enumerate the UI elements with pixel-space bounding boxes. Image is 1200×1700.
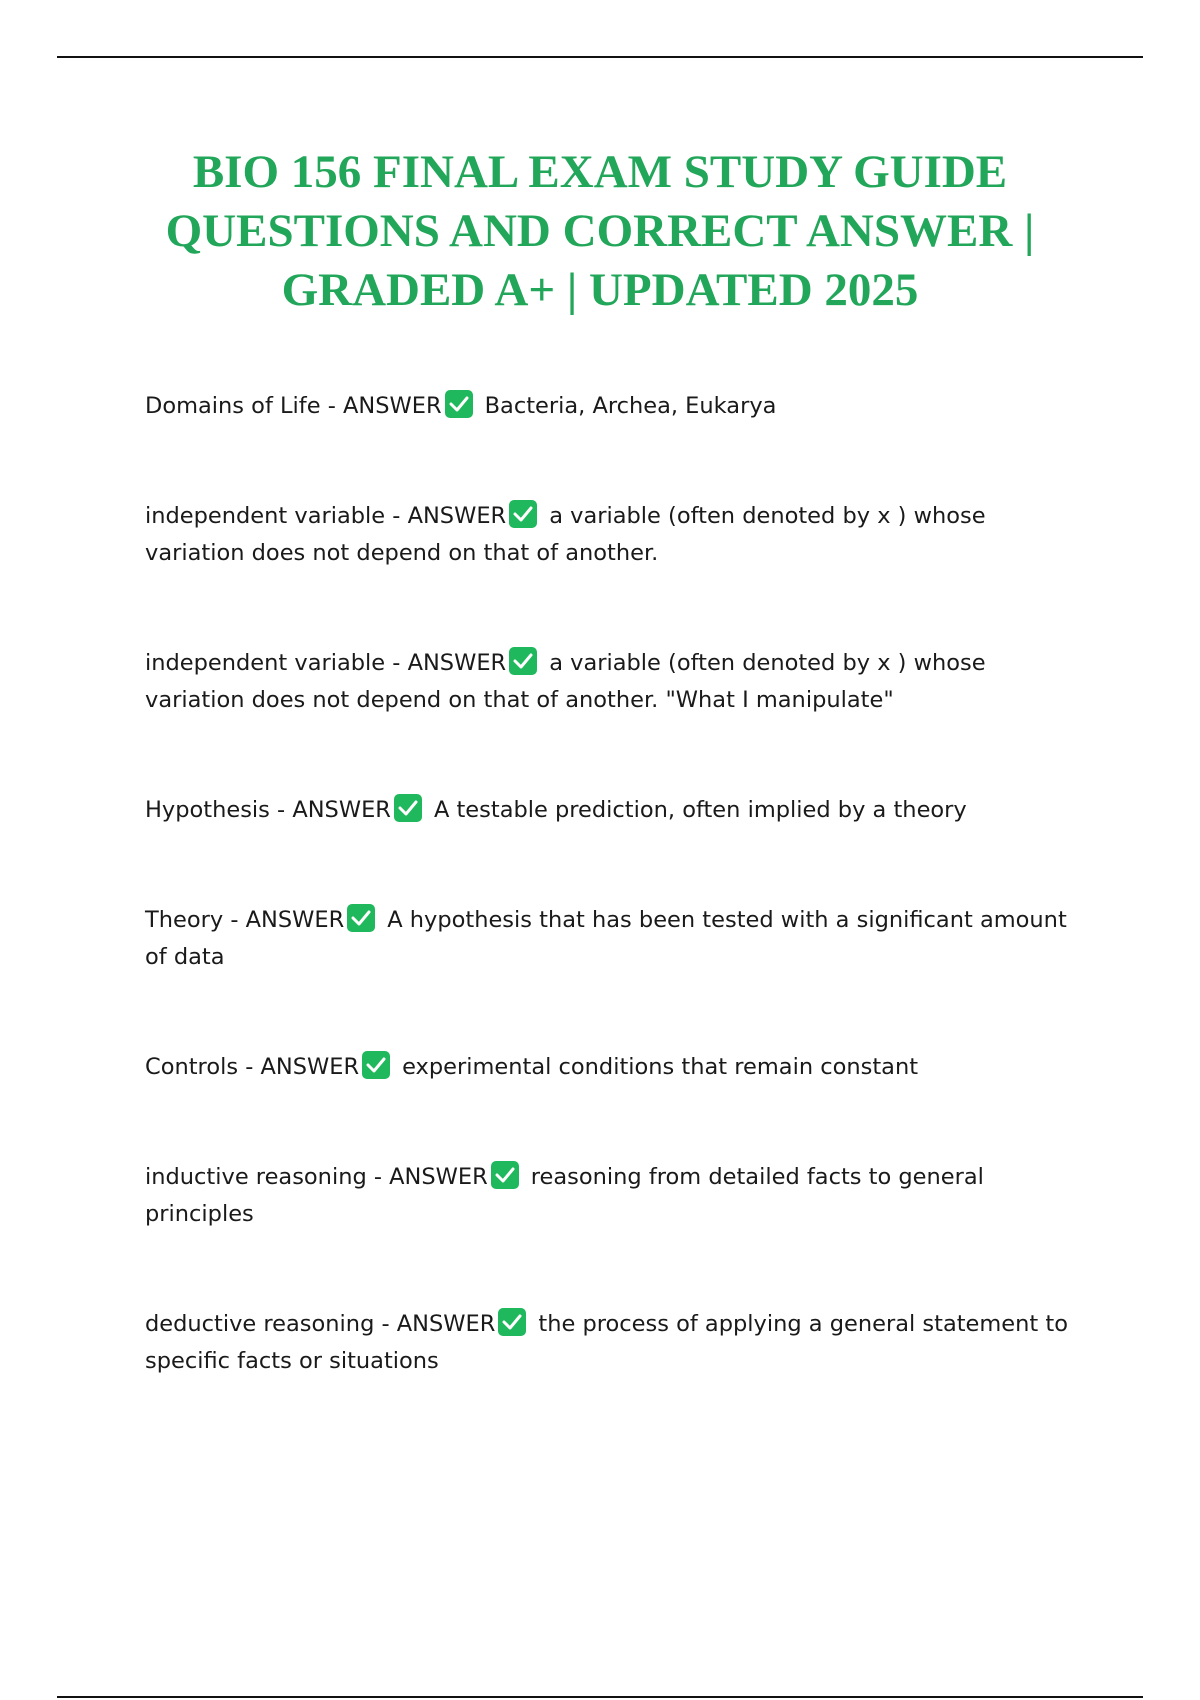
check-box-icon bbox=[509, 647, 537, 675]
check-box-icon bbox=[362, 1051, 390, 1079]
qa-term: independent variable - ANSWER bbox=[145, 650, 507, 676]
qa-answer-continued: specific facts or situations bbox=[145, 1348, 439, 1374]
qa-first-line bbox=[145, 1049, 1080, 1086]
qa-term: Hypothesis - ANSWER bbox=[145, 797, 391, 823]
qa-answer: reasoning from detailed facts to general bbox=[530, 1164, 984, 1190]
qa-item bbox=[145, 1306, 1080, 1380]
qa-first-line bbox=[145, 388, 1080, 425]
qa-answer: A testable prediction, often implied by a theory bbox=[433, 797, 967, 823]
qa-answer: a variable (often denoted by x ) whose bbox=[549, 503, 986, 529]
qa-answer-continued: variation does not depend on that of another. bbox=[145, 540, 659, 566]
qa-answer-continued: variation does not depend on that of another. "What I manipulate" bbox=[145, 687, 894, 713]
title-line: QUESTIONS AND CORRECT ANSWER | bbox=[165, 205, 1035, 257]
qa-item bbox=[145, 1049, 1080, 1086]
qa-first-line bbox=[145, 1306, 1080, 1343]
qa-answer: the process of applying a general statement to bbox=[538, 1311, 1068, 1337]
qa-term: Controls - ANSWER bbox=[145, 1054, 360, 1080]
qa-item bbox=[145, 645, 1080, 719]
qa-first-line bbox=[145, 1159, 1080, 1196]
qa-term: Theory - ANSWER bbox=[145, 907, 345, 933]
qa-first-line bbox=[145, 645, 1080, 682]
qa-term: Domains of Life - ANSWER bbox=[145, 393, 442, 419]
check-box-icon bbox=[509, 500, 537, 528]
qa-first-line bbox=[145, 792, 1080, 829]
top-divider bbox=[57, 56, 1143, 58]
qa-list bbox=[145, 388, 1080, 1453]
bottom-divider bbox=[57, 1696, 1143, 1698]
check-box-icon bbox=[347, 904, 375, 932]
document-title bbox=[100, 143, 1100, 320]
qa-term: inductive reasoning - ANSWER bbox=[145, 1164, 488, 1190]
check-box-icon bbox=[445, 390, 473, 418]
qa-item bbox=[145, 1159, 1080, 1233]
qa-item bbox=[145, 792, 1080, 829]
qa-term: independent variable - ANSWER bbox=[145, 503, 507, 529]
qa-first-line bbox=[145, 902, 1080, 939]
check-box-icon bbox=[394, 794, 422, 822]
qa-answer: experimental conditions that remain constant bbox=[402, 1054, 919, 1080]
qa-item bbox=[145, 902, 1080, 976]
qa-first-line bbox=[145, 498, 1080, 535]
qa-term: deductive reasoning - ANSWER bbox=[145, 1311, 496, 1337]
check-box-icon bbox=[491, 1161, 519, 1189]
title-line: BIO 156 FINAL EXAM STUDY GUIDE bbox=[192, 146, 1008, 198]
qa-answer: a variable (often denoted by x ) whose bbox=[549, 650, 986, 676]
title-line: GRADED A+ | UPDATED 2025 bbox=[281, 264, 919, 316]
qa-item bbox=[145, 388, 1080, 425]
qa-answer-continued: principles bbox=[145, 1201, 254, 1227]
qa-answer: A hypothesis that has been tested with a significant amount bbox=[387, 907, 1067, 933]
qa-answer: Bacteria, Archea, Eukarya bbox=[484, 393, 777, 419]
qa-answer-continued: of data bbox=[145, 944, 225, 970]
qa-item bbox=[145, 498, 1080, 572]
check-box-icon bbox=[498, 1308, 526, 1336]
